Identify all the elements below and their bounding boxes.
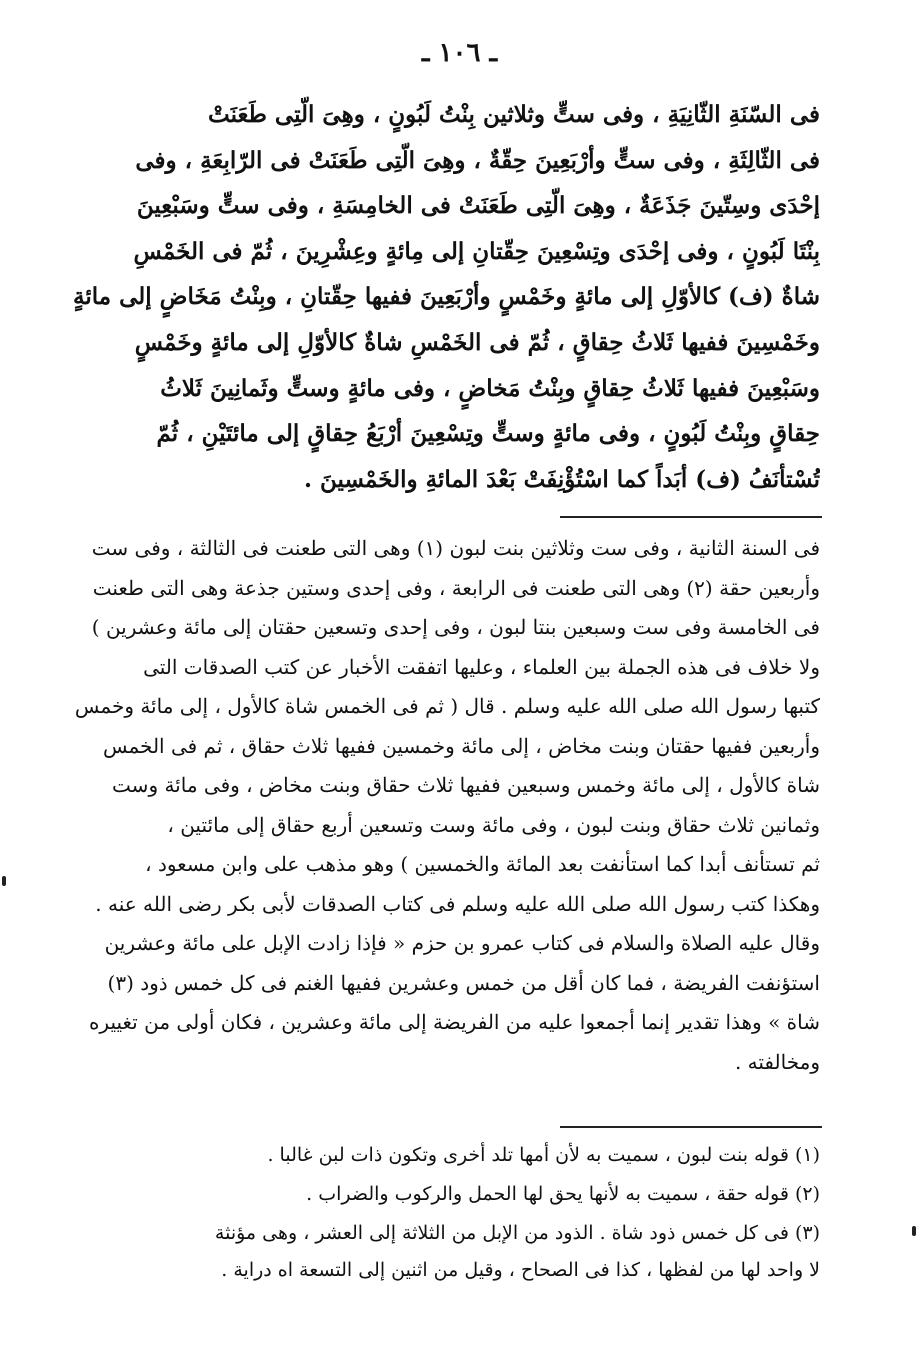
commentary-line: وثمانين ثلاث حقاق وبنت لبون ، وفى مائة وست وتسعين أربع حقاق إلى مائتين ، <box>167 812 820 837</box>
commentary-line: وهكذا كتب رسول الله صلى الله عليه وسلم فى كتاب الصدقات لأبى بكر رضى الله عنه . <box>95 891 820 916</box>
commentary-line: ومخالفته . <box>734 1049 820 1074</box>
main-text <box>68 92 820 502</box>
commentary-line: وأربعين حقة (٢) وهى التى طعنت فى الرابعة ، وفى إحدى وستين جذعة وهى التى طعنت <box>92 575 820 600</box>
commentary-line: كتبها رسول الله صلى الله عليه وسلم . قال ( ثم فى الخمس شاة كالأول ، إلى مائة وخمس <box>74 694 820 718</box>
footnote-3 <box>68 1215 820 1289</box>
commentary-line: فى الخامسة وفى ست وسبعين بنتا لبون ، وفى إحدى وتسعين حقتان إلى مائة وعشرين ) <box>91 615 820 639</box>
main-text-line: شاةٌ (ف) كالأوّلِ إلى مائةٍ وخَمْسٍ وأرْبَعِينَ ففيها حِقّتانِ ، وبِنْتُ مَخَاضٍ إلى مائةٍ <box>73 283 820 311</box>
commentary-line: استؤنفت الفريضة ، فما كان أقل من خمس وعشرين ففيها الغنم فى كل خمس ذود (٣) <box>107 970 820 995</box>
footnote-line: (١) قوله بنت لبون ، سميت به لأن أمها تلد أخرى وتكون ذات لبن غالبا . <box>267 1144 820 1166</box>
main-text-line: إحْدَى وسِتّينَ جَذَعَةٌ ، وهِىَ الّتِى طَعَنَتْ فى الخامِسَةِ ، وفى ستٍّ وسَبْعِينَ <box>136 192 820 220</box>
main-text-line: وسَبْعِينَ ففيها ثَلاثُ حِقاقٍ وبِنْتُ مَخاضٍ ، وفى مائةٍ وستٍّ وثَمانِينَ ثَلاثُ <box>160 374 820 402</box>
scan-edge-mark <box>2 876 6 886</box>
main-text-line: فى الثّالِثَةِ ، وفى ستٍّ وأرْبَعِينَ حِقّةٌ ، وهِىَ الّتِى طَعَنَتْ فى الرّابِعَةِ ، وفى <box>135 146 820 174</box>
commentary-line: ولا خلاف فى هذه الجملة بين العلماء ، وعليها اتفقت الأخبار عن كتب الصدقات التى <box>143 654 820 679</box>
commentary-line: شاة كالأول ، إلى مائة وخمس وسبعين ففيها ثلاث حقاق وبنت مخاض ، وفى مائة وست <box>112 773 820 797</box>
footnote-line: (٢) قوله حقة ، سميت به لأنها يحق لها الحمل والركوب والضراب . <box>306 1183 820 1205</box>
main-text-line: تُسْتأنَفُ (ف) أبَداً كما اسْتُؤْنِفَتْ بَعْدَ المائةِ والخَمْسِينَ . <box>304 465 820 493</box>
footnote-line: (٣) فى كل خمس ذود شاة . الذود من الإبل من الثلاثة إلى العشر ، وهى مؤنثة <box>214 1222 820 1244</box>
main-text-line: وخَمْسِينَ ففيها ثَلاثُ حِقاقٍ ، ثُمّ فى الخَمْسِ شاةٌ كالأوّلِ إلى مائةٍ وخَمْسٍ <box>134 328 820 356</box>
scan-edge-mark <box>912 1226 916 1236</box>
commentary-line: شاة » وهذا تقدير إنما أجمعوا عليه من الفريضة إلى مائة وعشرين ، فكان أولى من تغييره <box>88 1010 820 1034</box>
main-text-line: فى السّنَةِ الثّانِيَةِ ، وفى ستٍّ وثلاثين بِنْتُ لَبُونٍ ، وهِىَ الّتِى طَعَنَتْ <box>207 101 820 128</box>
commentary-line: ثم تستأنف أبدا كما استأنفت بعد المائة والخمسين ) وهو مذهب على وابن مسعود ، <box>145 852 820 876</box>
commentary-text <box>68 529 820 1082</box>
footnotes <box>68 1137 820 1289</box>
commentary-line: وأربعين ففيها حقتان وبنت مخاض ، إلى مائة وخمسين ففيها ثلاث حقاق ، ثم فى الخمس <box>102 733 820 758</box>
footnote-2 <box>68 1176 820 1213</box>
section-divider <box>560 516 822 518</box>
footnote-1 <box>68 1137 820 1174</box>
main-text-line: بِنْتَا لَبُونٍ ، وفى إحْدَى وتِسْعِينَ حِقّتانِ إلى مِائةٍ وعِشْرِينَ ، ثُمّ فى الخَمْسِ <box>133 237 820 265</box>
main-text-line: حِقاقٍ وبِنْتُ لَبُونٍ ، وفى مائةٍ وستٍّ وتِسْعِينَ أرْبَعُ حِقاقٍ إلى مائتَيْنِ ، ثُمّ <box>156 420 820 448</box>
commentary-line: فى السنة الثانية ، وفى ست وثلاثين بنت لبون (١) وهى التى طعنت فى الثالثة ، وفى ست <box>91 536 820 560</box>
footnote-line: لا واحد لها من لفظها ، كذا فى الصحاح ، وقيل من اثنين إلى التسعة اه دراية . <box>221 1259 820 1281</box>
footnote-divider <box>560 1126 822 1128</box>
commentary-line: وقال عليه الصلاة والسلام فى كتاب عمرو بن حزم « فإذا زادت الإبل على مائة وعشرين <box>104 931 820 955</box>
page-number: ـ ١٠٦ ـ <box>421 38 498 68</box>
